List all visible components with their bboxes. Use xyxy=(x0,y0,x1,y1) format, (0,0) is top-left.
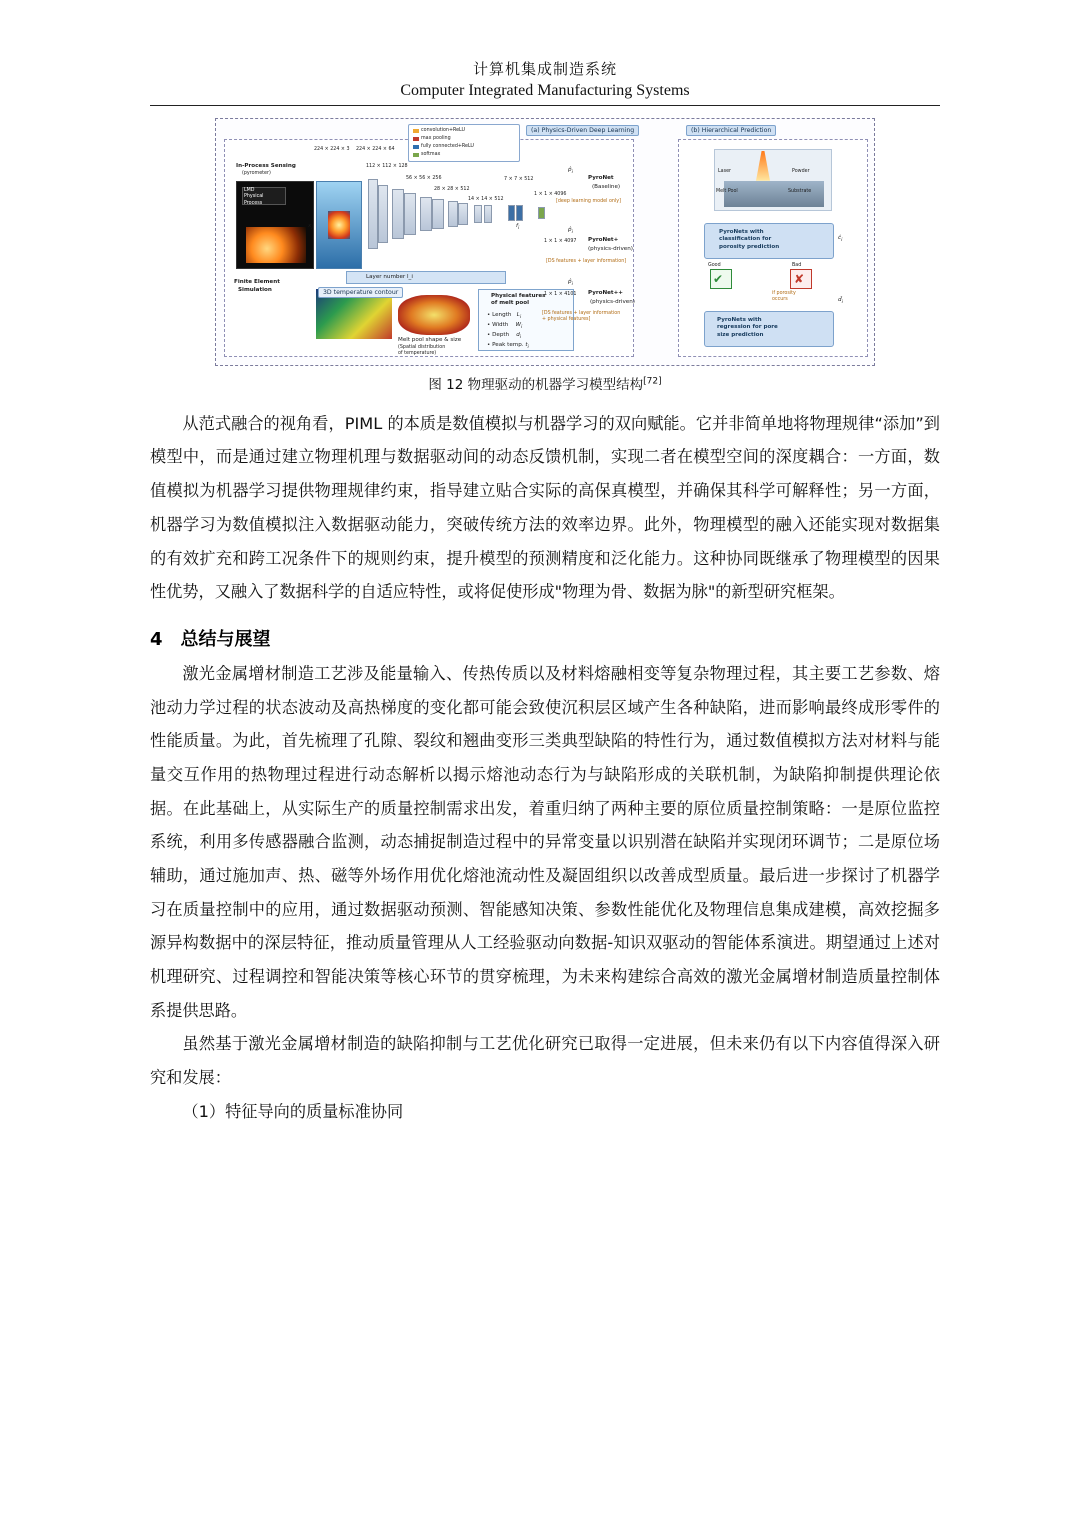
paragraph-3: 虽然基于激光金属增材制造的缺陷抑制与工艺优化研究已取得一定进展，但未来仍有以下内容值得深入研究和发展： xyxy=(150,1034,940,1088)
check-icon: ✔ xyxy=(713,271,724,286)
cnn-block-6 xyxy=(432,199,444,229)
pyronet-plus-dim: 1 × 1 × 4097 xyxy=(544,238,577,244)
section-heading xyxy=(150,625,940,651)
legend-item-3: softmax xyxy=(421,151,441,157)
pyronet-pp-dim: 1 × 1 × 4101 xyxy=(544,291,577,297)
cnn-block-2 xyxy=(378,185,388,243)
legend-swatch-softmax xyxy=(413,153,419,157)
cnn-block-9 xyxy=(474,205,482,223)
cnn-dim-0: 224 × 224 × 3 xyxy=(314,146,350,152)
cnn-dim-5: 14 × 14 × 512 xyxy=(468,196,504,202)
legend-swatch-fc xyxy=(413,145,419,149)
header-divider xyxy=(150,105,940,106)
figure-caption xyxy=(428,373,661,393)
classification-box xyxy=(704,223,834,259)
page-content xyxy=(150,60,940,1129)
pyronet-name: PyroNet xyxy=(588,174,614,181)
figure-12 xyxy=(150,118,940,393)
substrate-label: Substrate xyxy=(788,188,812,194)
cross-icon: ✘ xyxy=(794,271,805,286)
pyronet-pp-name: PyroNet++ xyxy=(588,289,623,296)
finite-element-label2: Simulation xyxy=(238,286,272,293)
journal-title-cn: 计算机集成制造系统 xyxy=(472,60,617,78)
panel-b-label: (b) Hierarchical Prediction xyxy=(686,125,776,136)
cnn-dim-2: 112 × 112 × 128 xyxy=(366,163,408,169)
figure-legend xyxy=(408,124,520,162)
cnn-dim-3: 56 × 56 × 256 xyxy=(406,175,442,181)
physical-feature-0: • Length $L_i$ xyxy=(487,311,522,320)
cnn-dim-1: 224 × 224 × 64 xyxy=(356,146,395,152)
pyronet-output-symbol: $p̂_i$ xyxy=(568,166,573,175)
pyronet-plus-note: [DS features + layer information] xyxy=(546,258,627,264)
figure-caption-ref: [72] xyxy=(643,376,662,387)
melt-pool-shape-label: Melt pool shape & size xyxy=(398,336,462,343)
legend-item-2: fully connected+ReLU xyxy=(421,143,474,149)
cnn-dim-4: 28 × 28 × 512 xyxy=(434,186,470,192)
paragraph-4: （1）特征导向的质量标准协同 xyxy=(182,1101,404,1121)
section-number: 4 xyxy=(150,628,163,650)
pyronet-plus-output-symbol: $p̂_i$ xyxy=(568,226,573,235)
physical-feature-1: • Width $W_i$ xyxy=(487,321,523,330)
fc-block-2 xyxy=(516,205,523,221)
cnn-block-10 xyxy=(484,205,492,223)
in-process-sensing-label: In-Process Sensing xyxy=(236,162,296,169)
size-output-symbol: $d̂_i$ xyxy=(838,296,843,305)
cnn-dim-7: 1 × 1 × 4096 xyxy=(534,191,567,197)
cnn-block-7 xyxy=(448,201,458,227)
bad-label: Bad xyxy=(792,262,802,268)
regression-box-label: PyroNets with regression for pore size prediction xyxy=(717,316,778,338)
layer-number-label: Layer number l_i xyxy=(366,273,413,280)
figure-image xyxy=(215,118,875,366)
pyronet-pp-note: [DS features + layer information + physical features] xyxy=(542,310,621,323)
melt-pool-photo xyxy=(246,227,306,263)
cnn-block-4 xyxy=(404,193,416,235)
legend-item-1: max pooling xyxy=(421,135,451,141)
powder-label: Powder xyxy=(792,168,810,174)
figure-caption-text: 图 12 物理驱动的机器学习模型结构 xyxy=(428,376,644,393)
thermal-hotspot xyxy=(328,211,350,239)
feature-symbol-f: $f_i$ xyxy=(516,222,520,231)
melt-pool-label: Melt Pool xyxy=(716,188,738,194)
if-porosity-label: if porosity occurs xyxy=(772,290,796,303)
physical-feature-2: • Depth $d_i$ xyxy=(487,331,522,340)
pyronet-plus-sub: (physics-driven) xyxy=(588,245,633,252)
legend-swatch-conv xyxy=(413,129,419,133)
cnn-block-8 xyxy=(458,203,468,225)
softmax-block xyxy=(538,207,545,219)
panel-a-label: (a) Physics-Driven Deep Learning xyxy=(526,125,639,136)
classification-box-label: PyroNets with classification for porosity prediction xyxy=(719,228,780,250)
legend-swatch-pool xyxy=(413,137,419,141)
cnn-block-5 xyxy=(420,197,432,231)
input-symbol-x: $x_i$ xyxy=(308,222,313,231)
cnn-dim-6: 7 × 7 × 512 xyxy=(504,176,534,182)
physical-feature-3: • Peak temp. $t_i$ xyxy=(487,341,529,350)
temperature-contour-label: 3D temperature contour xyxy=(318,287,403,298)
good-label: Good xyxy=(708,262,721,268)
paragraph-2: 激光金属增材制造工艺涉及能量输入、传热传质以及材料熔融相变等复杂物理过程，其主要工艺参数、熔池动力学过程的状态波动及高热梯度的变化都可能会致使沉积层区域产生各种缺陷，进而影响最终成形零件的性能质量。为此，首先梳理了孔隙、裂纹和翘曲变形三类典型缺陷的特性行为，通过数值模拟方法对材料与能量交互作用的热物理过程进行动态解析以揭示熔池动态行为与缺陷形成的关联机制，为缺陷抑制提供理论依据。在此基础上，从实际生产的质量控制需求出发，着重归纳了两种主要的原位质量控制策略：一是原位监控系统，利用多传感器融合监测，动态捕捉制造过程中的异常变量以识别潜在缺陷并实现闭环调节；二是原位场辅助，通过施加声、热、磁等外场作用优化熔池流动性及凝固组织以改善成型质量。最后进一步探讨了机器学习在质量控制中的应用，通过数据驱动预测、智能感知决策、参数性能优化及物理信息集成建模，高效挖掘多源异构数据中的深层特征，推动质量管理从人工经验驱动向数据-知识双驱动的智能体系演进。期望通过上述对机理研究、过程调控和智能决策等核心环节的贯穿梳理，为未来构建综合高效的激光金属增材制造质量控制体系提供思路。 xyxy=(150,663,940,1020)
journal-header xyxy=(150,60,940,106)
journal-title-en: Computer Integrated Manufacturing Systems xyxy=(400,81,690,99)
class-output-symbol: $ĉ_i$ xyxy=(838,234,843,243)
pyronet-pp-output-symbol: $p̂_i$ xyxy=(568,278,573,287)
legend-item-0: convolution+ReLU xyxy=(421,127,465,133)
cnn-block-1 xyxy=(368,179,378,249)
fc-block-1 xyxy=(508,205,515,221)
pyronet-note: [deep learning model only] xyxy=(556,198,621,204)
paragraph-1: 从范式融合的视角看，PIML 的本质是数值模拟与机器学习的双向赋能。它并非简单地将物理规律“添加”到模型中，而是通过建立物理机理与数据驱动间的动态反馈机制，实现二者在模型空间的深度耦合：一方面，数值模拟为机器学习提供物理规律约束，指导建立贴合实际的高保真模型，并确保其科学可解释性；另一方面，机器学习为数值模拟注入数据驱动能力，突破传统方法的效率边界。此外，物理模型的融入还能实现对数据集的有效扩充和跨工况条件下的规则约束，提升模型的预测精度和泛化能力。这种协同既继承了物理模型的因果性优势，又融入了数据科学的自适应特性，或将促使形成"物理为骨、数据为脉"的新型研究框架。 xyxy=(150,413,940,602)
spatial-distribution-label: (Spatial distribution of temperature) xyxy=(398,344,446,357)
pyronet-sub: (Baseline) xyxy=(592,183,621,190)
melt-pool-sim-image xyxy=(398,295,470,335)
laser-label: Laser xyxy=(718,168,732,174)
section-title: 总结与展望 xyxy=(180,628,271,650)
lmd-physical-process-label: LMD Physical Process xyxy=(244,187,264,206)
cnn-block-3 xyxy=(392,189,404,239)
regression-box xyxy=(704,311,834,347)
pyronet-pp-sub: (physics-driven) xyxy=(590,298,635,305)
finite-element-label: Finite Element xyxy=(234,278,280,285)
pyronet-plus-name: PyroNet+ xyxy=(588,236,619,243)
in-process-sensing-sub: (pyrometer) xyxy=(242,170,271,176)
physical-features-title: Physical features of melt pool xyxy=(491,292,546,307)
